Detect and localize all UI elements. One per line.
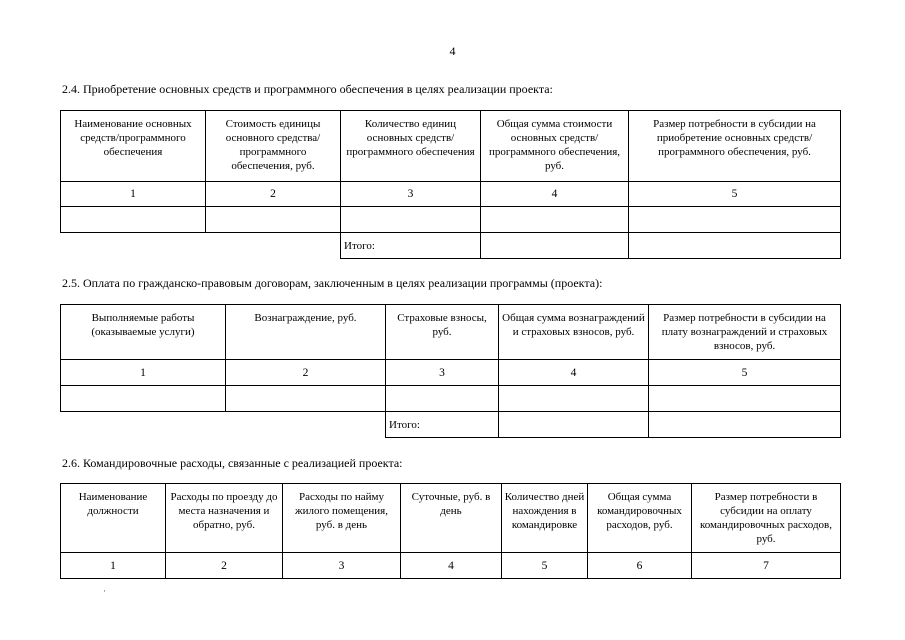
table-row <box>61 207 841 233</box>
fixed-assets-table <box>60 110 841 259</box>
table-cell <box>341 207 481 233</box>
page-number: 4 <box>449 44 456 58</box>
total-row <box>61 233 841 259</box>
table-cell <box>629 207 841 233</box>
total-label: Итого: <box>386 412 499 438</box>
column-header: Расходы по проезду до места назначения и обратно, руб. <box>166 484 283 553</box>
table-cell <box>61 386 226 412</box>
column-header: Вознаграждение, руб. <box>226 305 386 360</box>
column-header: Размер потребности в субсидии на плату вознаграждений и страховых взносов, руб. <box>649 305 841 360</box>
table-header-row <box>61 484 841 553</box>
column-number: 6 <box>588 553 692 579</box>
table-header-row <box>61 111 841 182</box>
table-cell <box>481 233 629 259</box>
column-number: 5 <box>502 553 588 579</box>
table-cell <box>61 207 206 233</box>
column-number: 4 <box>481 182 629 207</box>
column-number: 3 <box>386 360 499 386</box>
table-cell <box>629 233 841 259</box>
contracts-table <box>60 304 841 438</box>
column-number: 5 <box>629 182 841 207</box>
column-number: 7 <box>692 553 841 579</box>
column-header: Наименование должности <box>61 484 166 553</box>
table-cell <box>649 412 841 438</box>
column-numbers-row <box>61 360 841 386</box>
total-row <box>61 412 841 438</box>
column-header: Общая сумма командировочных расходов, руб. <box>588 484 692 553</box>
column-number: 3 <box>283 553 401 579</box>
table-cell <box>226 386 386 412</box>
stray-mark: · <box>103 586 106 596</box>
table-cell <box>206 207 341 233</box>
column-header: Стоимость единицы основного средства/программного обеспечения, руб. <box>206 111 341 182</box>
column-numbers-row <box>61 182 841 207</box>
column-header: Расходы по найму жилого помещения, руб. в день <box>283 484 401 553</box>
table-row <box>61 386 841 412</box>
table-cell <box>499 412 649 438</box>
section-2-5-title: 2.5. Оплата по гражданско-правовым договорам, заключенным в целях реализации программы (проекта): <box>62 276 603 290</box>
column-numbers-row <box>61 553 841 579</box>
section-2-4-title: 2.4. Приобретение основных средств и программного обеспечения в целях реализации проекта: <box>62 82 553 96</box>
column-header: Количество единиц основных средств/программного обеспечения <box>341 111 481 182</box>
table-cell <box>649 386 841 412</box>
table-cell <box>481 207 629 233</box>
column-number: 2 <box>226 360 386 386</box>
column-header: Размер потребности в субсидии на приобретение основных средств/программного обеспечения, руб. <box>629 111 841 182</box>
column-header: Наименование основных средств/программного обеспечения <box>61 111 206 182</box>
column-header: Страховые взносы, руб. <box>386 305 499 360</box>
table-cell <box>386 386 499 412</box>
column-number: 1 <box>61 182 206 207</box>
column-number: 2 <box>166 553 283 579</box>
column-number: 1 <box>61 553 166 579</box>
column-header: Общая сумма стоимости основных средств/программного обеспечения, руб. <box>481 111 629 182</box>
total-label: Итого: <box>341 233 481 259</box>
travel-expenses-table <box>60 483 841 579</box>
column-number: 5 <box>649 360 841 386</box>
column-number: 1 <box>61 360 226 386</box>
column-header: Выполняемые работы (оказываемые услуги) <box>61 305 226 360</box>
column-number: 4 <box>499 360 649 386</box>
column-header: Количество дней нахождения в командировке <box>502 484 588 553</box>
column-number: 4 <box>401 553 502 579</box>
column-header: Суточные, руб. в день <box>401 484 502 553</box>
column-number: 3 <box>341 182 481 207</box>
section-2-6-title: 2.6. Командировочные расходы, связанные с реализацией проекта: <box>62 456 403 470</box>
column-header: Размер потребности в субсидии на оплату командировочных расходов, руб. <box>692 484 841 553</box>
column-header: Общая сумма вознаграждений и страховых взносов, руб. <box>499 305 649 360</box>
table-cell <box>499 386 649 412</box>
column-number: 2 <box>206 182 341 207</box>
table-header-row <box>61 305 841 360</box>
